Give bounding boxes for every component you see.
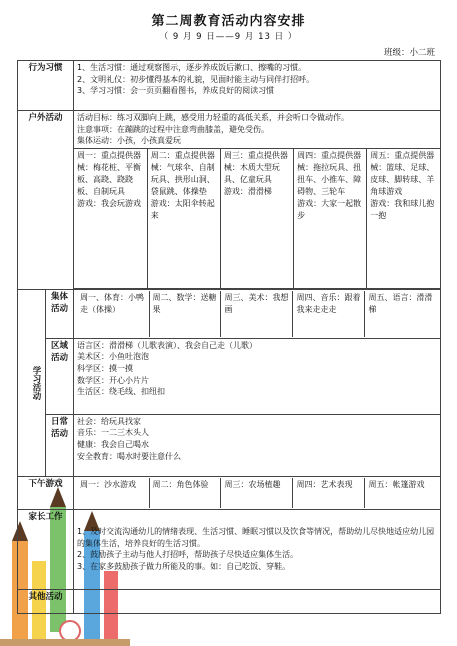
daily-item: 社会：给玩具找家 [77,416,142,426]
parents-content [74,509,441,589]
outdoor-goal: 活动目标：练习双脚向上跳，感受用力轻重的高低关系，并会听口令做动作。 [77,113,350,122]
daily-item: 安全教育：喝水时要注意什么 [77,451,182,461]
area-item: 生活区：绕毛线、扣纽扣 [77,387,166,397]
outdoor-day-wed: 周三：重点提供器械：木质大型玩具、亿童玩具 游戏：滑滑梯 [220,148,293,288]
group-day-thu: 周四、音乐：跟着我来走走走 [293,291,365,337]
outdoor-day-fri: 周五：重点提供器械：篮球、足球、皮球、脚转球、羊角球游戏 游戏：我和球儿抱一抱 [367,148,440,288]
outdoor-day-thu: 周四：重点提供器械：拖拉玩具、扭扭车、小推车、障碍物、三轮车 游戏：大家一起散步 [294,148,367,288]
learning-daily-content [74,414,441,476]
other-row [18,589,441,613]
other-label: 其他活动 [18,589,74,613]
afternoon-day-mon: 周一：沙水游戏 [77,478,149,508]
area-item: 语言区：滑滑梯（儿歌表演）、我会自己走（儿歌） [77,340,258,350]
parents-item: 2、鼓励孩子主动与他人打招呼，帮助孩子尽快适应集体生活。 [77,550,299,560]
behavior-row [18,61,441,111]
group-day-tue: 周二、数学：送糖果 [149,291,221,337]
class-label: 班级：小二班 [383,48,435,58]
outdoor-day-mon: 周一：重点提供器械：梅花桩、平衡板、高跷、跷跷板、自制玩具 游戏：我会玩游戏 [74,148,147,288]
afternoon-day-fri: 周五：帐篷游戏 [365,478,437,508]
area-item: 科学区：摸一摸 [77,363,134,373]
afternoon-label: 下午游戏 [18,476,74,509]
area-item: 数学区：开心小片片 [77,375,150,385]
group-day-mon: 周一、体育：小鸭走（体操） [77,291,149,337]
outdoor-note: 注意事项：在蹦跳的过程中注意弯曲膝盖，避免受伤。 [77,124,270,134]
daily-item: 音乐：一二三木头人 [77,428,150,438]
group-day-fri: 周五、语言：滑滑梯 [365,291,437,337]
learning-group-content [74,289,441,338]
behavior-content [74,61,441,111]
afternoon-day-thu: 周四：艺术表现 [293,478,365,508]
date-range: （ 9 月 9 日——9 月 13 日 ） [159,32,298,42]
outdoor-days [74,148,440,289]
learning-area-content [74,338,441,414]
learning-group-row [18,289,441,338]
learning-daily-label: 日常活动 [46,414,74,476]
learning-area-label: 区域活动 [46,338,74,414]
afternoon-content [74,476,441,509]
afternoon-day-wed: 周三：农场植趣 [221,478,293,508]
other-content [74,589,441,613]
parents-row [18,509,441,589]
learning-area-row [18,338,441,414]
afternoon-row [18,476,441,509]
area-item: 美术区：小鱼吐泡泡 [77,352,150,362]
parents-label: 家长工作 [18,509,74,589]
group-day-wed: 周三、美术：我想画 [221,291,293,337]
outdoor-row [18,111,441,290]
learning-label: 学习活动 [18,289,46,476]
behavior-item: 3、学习习惯：会一页页翻看图书，养成良好的阅读习惯 [77,86,275,96]
parents-item: 1、及时交流沟通幼儿的情绪表现、生活习惯、睡眠习惯以及饮食等情况，帮助幼儿尽快地适应幼儿园的集体生活，培养良好的生活习惯。 [77,527,435,548]
outdoor-day-tue: 周二：重点提供器械：气球伞、自制玩具、拱形山洞、袋鼠跳、体操垫 游戏：太阳伞转起来 [147,148,220,288]
learning-daily-row [18,414,441,476]
page-title: 第二周教育活动内容安排 [151,14,306,29]
outdoor-label: 户外活动 [18,111,74,290]
behavior-label: 行为习惯 [18,61,74,111]
parents-item: 3、在家多鼓励孩子做力所能及的事。如：自己吃饭、穿鞋。 [77,561,291,571]
schedule-table [17,60,441,614]
behavior-item: 1、生活习惯：通过观察图示，逐步养成饭后漱口、擦嘴的习惯。 [77,63,307,72]
outdoor-group: 集体运动：小孩，小孩真爱玩 [77,136,182,146]
behavior-item: 2、文明礼仪：初步懂得基本的礼貌，见面时能主动与同伴打招呼。 [77,74,315,84]
learning-group-label: 集体活动 [46,289,74,338]
outdoor-content [74,111,441,290]
afternoon-day-tue: 周二：角色体验 [149,478,221,508]
daily-item: 健康：我会自己喝水 [77,439,150,449]
